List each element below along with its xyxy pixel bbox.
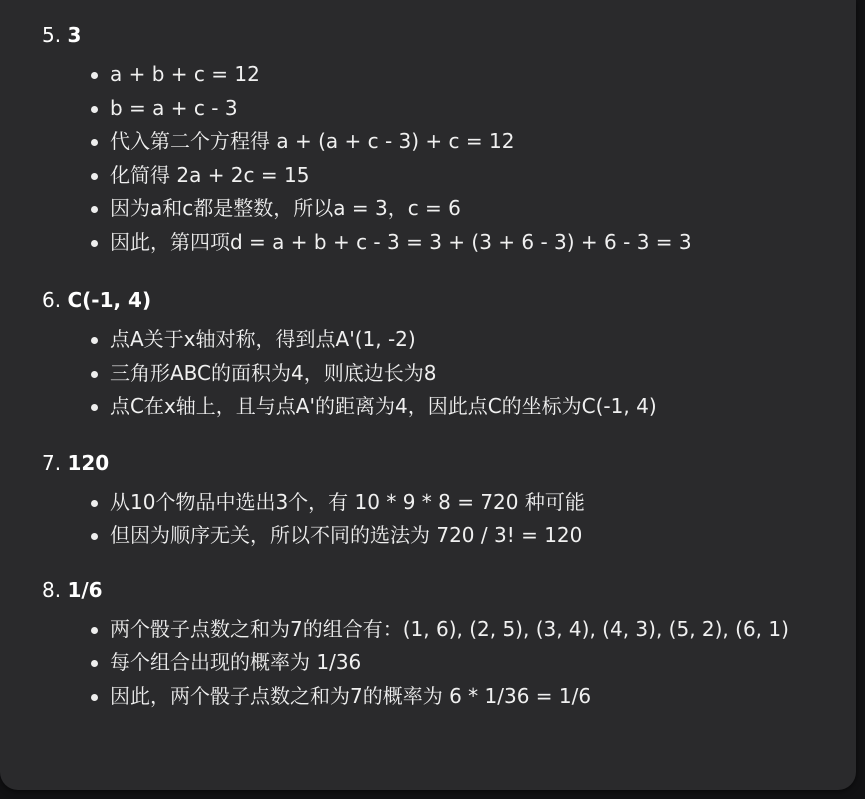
list-item [42,357,847,391]
bullet-icon [91,337,98,344]
bullet-icon [91,371,98,378]
bullet-icon [91,404,98,411]
step-text: 化简得 2a + 2c = 15 [110,162,310,187]
list-item [42,226,847,260]
list-item [42,125,847,159]
bullet-icon [91,627,98,634]
bullet-icon [91,173,98,180]
answer-heading [42,573,847,607]
list-item [42,613,847,647]
list-item [42,486,847,520]
step-list [42,613,847,714]
answer-value: 120 [67,450,110,475]
list-item [42,646,847,680]
step-text: 两个骰子点数之和为7的组合有：(1, 6), (2, 5), (3, 4), (4, 3), (5, 2), (6, 1) [110,616,789,641]
bullet-icon [91,500,98,507]
list-item [42,323,847,357]
answer-value: 3 [67,23,82,47]
step-text: 每个组合出现的概率为 1/36 [110,650,362,674]
answer-heading [42,446,847,480]
answer-number: 8. [42,577,62,602]
bullet-icon [91,694,98,701]
bullet-icon [91,240,98,247]
step-text: 因此，第四项d = a + b + c - 3 = 3 + (3 + 6 - 3) + 6 - 3 = 3 [110,229,692,254]
step-list [42,486,847,553]
answer-number: 7. [42,450,62,475]
step-list [42,58,847,259]
answer-5 [42,18,847,259]
step-text: a + b + c = 12 [110,62,260,86]
answer-value: C(-1, 4) [67,288,152,312]
answer-list [42,18,847,713]
step-text: 因此，两个骰子点数之和为7的概率为 6 * 1/36 = 1/6 [110,683,592,708]
step-text: 从10个物品中选出3个，有 10 * 9 * 8 = 720 种可能 [110,489,585,514]
list-item [42,192,847,226]
list-item [42,58,847,92]
step-text: 点A关于x轴对称，得到点A'(1, -2) [110,327,416,351]
bullet-icon [91,206,98,213]
list-item [42,519,847,553]
bullet-icon [91,106,98,113]
section-gap [42,553,847,573]
bullet-icon [91,533,98,540]
step-list [42,323,847,424]
list-item [42,680,847,714]
answer-6 [42,283,847,424]
section-gap [42,259,847,283]
answer-8 [42,573,847,714]
step-text: 但因为顺序无关，所以不同的选法为 720 / 3! = 120 [110,523,583,547]
answer-7 [42,446,847,553]
answer-heading [42,283,847,317]
list-item [42,159,847,193]
answer-value: 1/6 [67,577,103,602]
answer-number: 5. [42,23,62,47]
answer-heading [42,18,847,52]
bullet-icon [91,72,98,79]
step-text: 代入第二个方程得 a + (a + c - 3) + c = 12 [110,129,515,153]
step-text: 三角形ABC的面积为4，则底边长为8 [110,360,437,385]
list-item [42,390,847,424]
bullet-icon [91,139,98,146]
step-text: 因为a和c都是整数，所以a = 3，c = 6 [110,196,461,220]
bullet-icon [91,660,98,667]
step-text: b = a + c - 3 [110,95,238,120]
list-item [42,92,847,126]
answer-number: 6. [42,288,62,312]
step-text: 点C在x轴上，且与点A'的距离为4，因此点C的坐标为C(-1, 4) [110,394,657,418]
section-gap [42,424,847,446]
